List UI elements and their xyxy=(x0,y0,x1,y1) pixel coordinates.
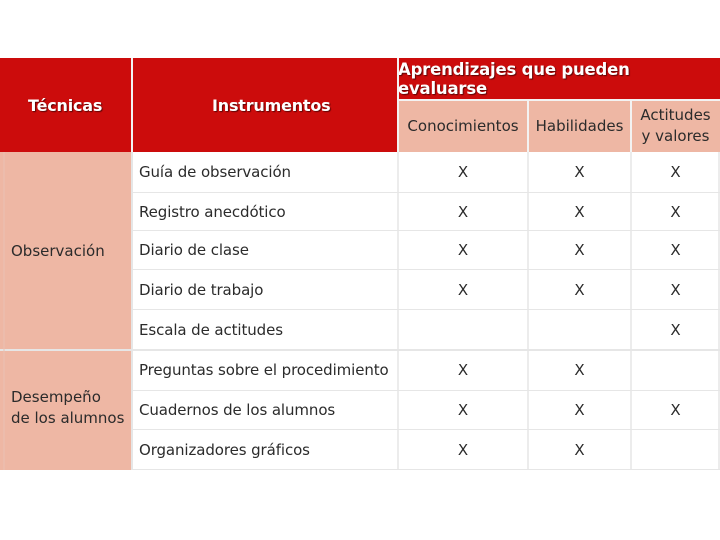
instrument-cell xyxy=(132,350,398,391)
header-tecnicas-cell xyxy=(0,58,132,152)
habilidades-mark: X xyxy=(574,202,585,221)
actitudes-mark-cell xyxy=(631,430,720,470)
conocimientos-mark: X xyxy=(457,361,469,379)
instrument-cell xyxy=(132,391,398,430)
instrument-cell xyxy=(132,430,398,470)
header-aprendizajes: Aprendizajes que pueden evaluarse xyxy=(398,60,630,98)
conocimientos-mark: X xyxy=(457,163,469,181)
header-tecnicas: Técnicas xyxy=(28,95,103,115)
subheader-habilidades xyxy=(528,100,631,152)
habilidades-mark-cell xyxy=(528,430,631,470)
subheader-actitudes xyxy=(631,100,720,152)
subheader-habilidades-label: Habilidades xyxy=(535,116,624,135)
subheader-actitudes-line2: y valores xyxy=(641,127,710,145)
actitudes-mark: X xyxy=(670,401,681,419)
actitudes-mark-cell xyxy=(631,152,720,193)
actitudes-mark-cell xyxy=(631,391,720,430)
conocimientos-mark-cell xyxy=(398,350,528,391)
instrument-label: Diario de trabajo xyxy=(139,280,264,299)
header-aprendizajes-cell xyxy=(398,58,720,100)
instrument-label: Cuadernos de los alumnos xyxy=(139,401,336,419)
conocimientos-mark: X xyxy=(457,401,469,419)
conocimientos-mark-cell xyxy=(398,391,528,430)
habilidades-mark: X xyxy=(574,440,585,459)
conocimientos-mark: X xyxy=(457,440,469,459)
habilidades-mark-cell xyxy=(528,152,631,193)
habilidades-mark-cell xyxy=(528,270,631,310)
instrument-cell xyxy=(132,270,398,310)
technique-desempeno-line1: Desempeño xyxy=(11,388,101,406)
instrument-label: Preguntas sobre el procedimiento xyxy=(139,361,389,379)
habilidades-mark: X xyxy=(574,241,585,259)
habilidades-mark: X xyxy=(574,361,585,379)
instrument-label: Diario de clase xyxy=(139,241,249,259)
habilidades-mark: X xyxy=(574,401,585,419)
technique-observacion-label: Observación xyxy=(11,241,105,260)
instrument-cell xyxy=(132,310,398,350)
instrument-cell xyxy=(132,231,398,270)
evaluation-table xyxy=(0,58,720,470)
instrument-label: Escala de actitudes xyxy=(139,320,283,339)
technique-desempeno-line2: de los alumnos xyxy=(11,409,125,427)
habilidades-mark-cell xyxy=(528,231,631,270)
conocimientos-mark-cell xyxy=(398,270,528,310)
subheader-conocimientos-label: Conocimientos xyxy=(407,116,519,135)
actitudes-mark: X xyxy=(670,202,681,221)
actitudes-mark: X xyxy=(670,280,681,299)
conocimientos-mark: X xyxy=(457,280,469,299)
actitudes-mark-cell xyxy=(631,231,720,270)
conocimientos-mark-cell xyxy=(398,193,528,231)
subheader-conocimientos xyxy=(398,100,528,152)
instrument-cell xyxy=(132,193,398,231)
actitudes-mark-cell xyxy=(631,193,720,231)
actitudes-mark-cell xyxy=(631,270,720,310)
technique-observacion xyxy=(0,152,132,350)
conocimientos-mark: X xyxy=(457,202,469,221)
subheader-actitudes-line1: Actitudes xyxy=(640,106,711,124)
instrument-label: Guía de observación xyxy=(139,163,291,181)
actitudes-mark: X xyxy=(670,163,681,181)
actitudes-mark: X xyxy=(670,320,681,339)
header-instrumentos: Instrumentos xyxy=(212,95,331,115)
habilidades-mark: X xyxy=(574,280,585,299)
habilidades-mark-cell xyxy=(528,310,631,350)
instrument-label: Organizadores gráficos xyxy=(139,440,310,459)
habilidades-mark-cell xyxy=(528,193,631,231)
instrument-label: Registro anecdótico xyxy=(139,202,286,221)
conocimientos-mark-cell xyxy=(398,310,528,350)
conocimientos-mark-cell xyxy=(398,430,528,470)
actitudes-mark-cell xyxy=(631,310,720,350)
conocimientos-mark: X xyxy=(457,241,469,259)
header-instrumentos-cell xyxy=(132,58,398,152)
conocimientos-mark-cell xyxy=(398,152,528,193)
conocimientos-mark-cell xyxy=(398,231,528,270)
habilidades-mark: X xyxy=(574,163,585,181)
habilidades-mark-cell xyxy=(528,350,631,391)
technique-desempeno xyxy=(0,350,132,470)
actitudes-mark: X xyxy=(670,241,681,259)
instrument-cell xyxy=(132,152,398,193)
actitudes-mark-cell xyxy=(631,350,720,391)
habilidades-mark-cell xyxy=(528,391,631,430)
